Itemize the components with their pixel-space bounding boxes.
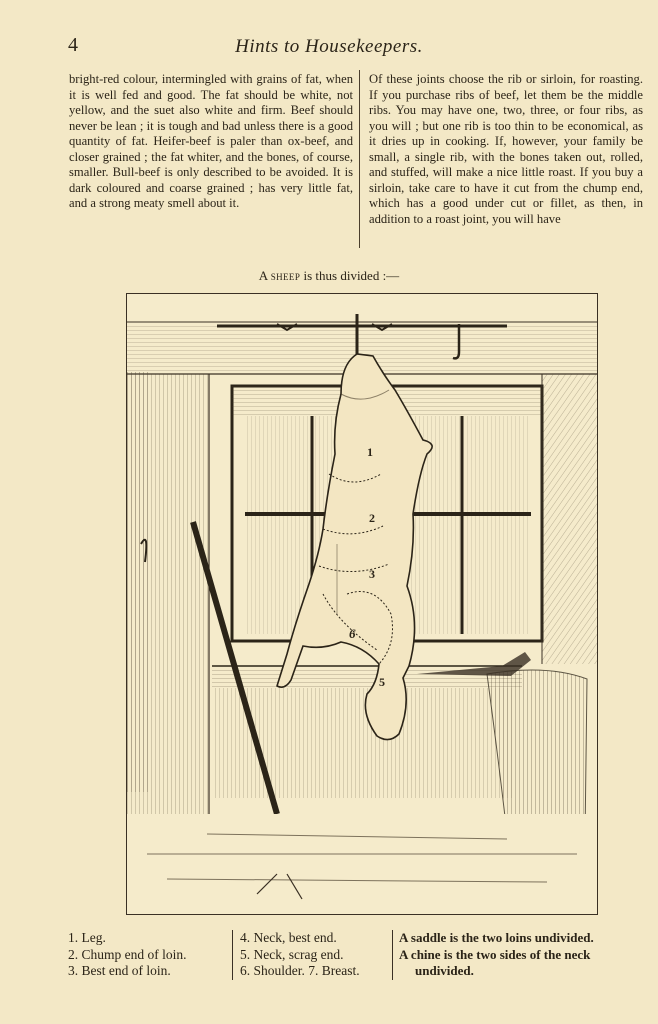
cut-number-2: 2: [369, 511, 375, 525]
sheep-carcass-illustration: [126, 293, 598, 915]
page-number: 4: [68, 34, 78, 56]
caption-prefix: A: [258, 268, 268, 283]
column-divider: [359, 70, 360, 248]
legend-item: 5. Neck, scrag end.: [240, 946, 344, 962]
caption-small-caps: sheep: [270, 268, 301, 283]
legend-item: 4. Neck, best end.: [240, 930, 337, 945]
legend-column-2: [240, 930, 390, 980]
legend-divider: [392, 930, 393, 980]
legend-item: 6. Shoulder. 7. Breast.: [240, 963, 360, 978]
right-wall: [542, 374, 597, 664]
legend-item: 2. Chump end of loin.: [68, 946, 187, 962]
legend-note-continued: undivided.: [415, 963, 474, 978]
legend-note: A saddle is the two loins undivided.: [399, 930, 594, 945]
cut-number-5: 5: [379, 675, 385, 689]
cut-number-6: 6: [349, 626, 356, 641]
legend-column-3: [399, 930, 647, 980]
legend-note: A chine is the two sides of the neck: [399, 946, 591, 962]
body-text-left-column: bright-red colour, intermingled with grains of fat, when it is well fed and good. The fat should be white, not yellow, and the suet also white and firm. Beef should never be lean ; it is tough and bad unless there is a good quantity of fat. Heifer-beef is paler than ox-beef, and closer grained ; the fat whiter, and the bones, of course, smaller. Bull-beef is only described to be avoided. It is dark coloured and coarse grained ; has very little fat, and a strong meaty smell about it.: [69, 72, 353, 210]
floor: [127, 814, 597, 914]
cleaver: [417, 652, 531, 676]
legend-item: 3. Best end of loin.: [68, 963, 171, 978]
body-text-right-column: Of these joints choose the rib or sirloin, for roasting. If you purchase ribs of beef, let them be the middle ribs. You may have one, two, three, or four ribs, as you will ; but one rib is too thin to be economical, as it dries up in cooking. If, however, your family be small, a single rib, with the bones taken out, rolled, and stuffed, will make a nice little roast. If you buy a sirloin, take care to have it cut from the chump end, which has a good under cut or fillet, as then, in addition to a roast joint, you will have: [369, 72, 643, 226]
cut-number-1: 1: [367, 445, 373, 459]
legend-column-1: [68, 930, 230, 980]
cut-number-3: 3: [369, 567, 375, 581]
legend-divider: [232, 930, 233, 980]
legend-item: 1. Leg.: [68, 930, 106, 945]
figure-caption: [0, 268, 658, 284]
running-head: Hints to Housekeepers.: [235, 36, 423, 57]
caption-suffix: is thus divided :—: [303, 268, 400, 283]
